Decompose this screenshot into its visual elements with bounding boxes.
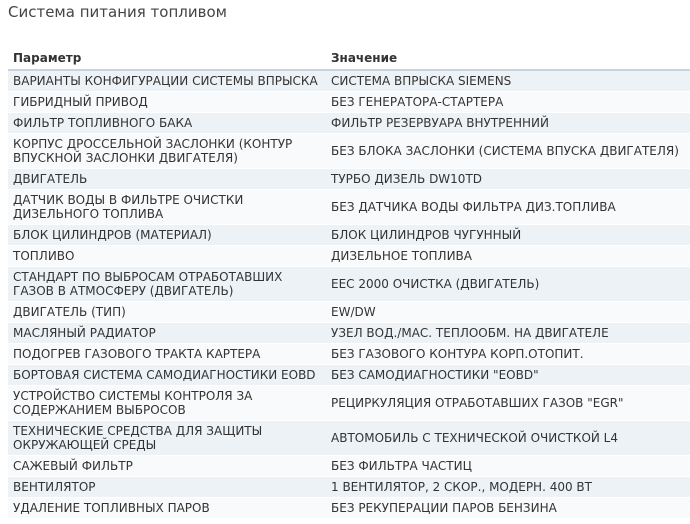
param-cell: ВЕНТИЛЯТОР — [8, 477, 326, 498]
value-cell: ФИЛЬТР РЕЗЕРВУАРА ВНУТРЕННИЙ — [326, 113, 690, 134]
value-cell: 1 ВЕНТИЛЯТОР, 2 СКОР., МОДЕРН. 400 ВТ — [326, 477, 690, 498]
table-row — [8, 386, 690, 421]
table-row — [8, 225, 690, 246]
table-row — [8, 246, 690, 267]
param-cell: ВАРИАНТЫ КОНФИГУРАЦИИ СИСТЕМЫ ВПРЫСКА — [8, 70, 326, 92]
table-header-row — [8, 47, 690, 70]
table-row — [8, 113, 690, 134]
param-cell: ФИЛЬТР ТОПЛИВНОГО БАКА — [8, 113, 326, 134]
value-cell: СИСТЕМА ВПРЫСКА SIEMENS — [326, 70, 690, 92]
value-cell: РЕЦИРКУЛЯЦИЯ ОТРАБОТАВШИХ ГАЗОВ "EGR" — [326, 386, 690, 421]
param-cell: САЖЕВЫЙ ФИЛЬТР — [8, 456, 326, 477]
value-cell: БЕЗ РЕКУПЕРАЦИИ ПАРОВ БЕНЗИНА — [326, 498, 690, 519]
value-cell: БЛОК ЦИЛИНДРОВ ЧУГУННЫЙ — [326, 225, 690, 246]
table-row — [8, 169, 690, 190]
value-cell: АВТОМОБИЛЬ С ТЕХНИЧЕСКОЙ ОЧИСТКОЙ L4 — [326, 421, 690, 456]
param-cell: ПОДОГРЕВ ГАЗОВОГО ТРАКТА КАРТЕРА — [8, 344, 326, 365]
param-cell: ДАТЧИК ВОДЫ В ФИЛЬТРЕ ОЧИСТКИ ДИЗЕЛЬНОГО ТОПЛИВА — [8, 190, 326, 225]
param-cell: ДВИГАТЕЛЬ (ТИП) — [8, 302, 326, 323]
param-cell: БОРТОВАЯ СИСТЕМА САМОДИАГНОСТИКИ EOBD — [8, 365, 326, 386]
table-row — [8, 190, 690, 225]
param-cell: СТАНДАРТ ПО ВЫБРОСАМ ОТРАБОТАВШИХ ГАЗОВ В АТМОСФЕРУ (ДВИГАТЕЛЬ) — [8, 267, 326, 302]
table-row — [8, 421, 690, 456]
table-row — [8, 344, 690, 365]
table-row — [8, 70, 690, 92]
param-cell: УДАЛЕНИЕ ТОПЛИВНЫХ ПАРОВ — [8, 498, 326, 519]
value-cell: ДИЗЕЛЬНОЕ ТОПЛИВА — [326, 246, 690, 267]
param-cell: УСТРОЙСТВО СИСТЕМЫ КОНТРОЛЯ ЗА СОДЕРЖАНИЕМ ВЫБРОСОВ — [8, 386, 326, 421]
value-cell: БЕЗ ГАЗОВОГО КОНТУРА КОРП.ОТОПИТ. — [326, 344, 690, 365]
value-cell: УЗЕЛ ВОД./МАС. ТЕПЛООБМ. НА ДВИГАТЕЛЕ — [326, 323, 690, 344]
value-cell: БЕЗ ГЕНЕРАТОРА-СТАРТЕРА — [326, 92, 690, 113]
value-cell: БЕЗ САМОДИАГНОСТИКИ "EOBD" — [326, 365, 690, 386]
table-row — [8, 302, 690, 323]
table-row — [8, 92, 690, 113]
table-row — [8, 267, 690, 302]
param-cell: МАСЛЯНЫЙ РАДИАТОР — [8, 323, 326, 344]
param-cell: ДВИГАТЕЛЬ — [8, 169, 326, 190]
param-cell: ТЕХНИЧЕСКИЕ СРЕДСТВА ДЛЯ ЗАЩИТЫ ОКРУЖАЮЩЕЙ СРЕДЫ — [8, 421, 326, 456]
param-cell: БЛОК ЦИЛИНДРОВ (МАТЕРИАЛ) — [8, 225, 326, 246]
column-header-parameter: Параметр — [8, 47, 326, 70]
column-header-value: Значение — [326, 47, 690, 70]
table-row — [8, 477, 690, 498]
specs-table — [8, 47, 690, 519]
table-row — [8, 365, 690, 386]
table-row — [8, 456, 690, 477]
param-cell: ГИБРИДНЫЙ ПРИВОД — [8, 92, 326, 113]
param-cell: КОРПУС ДРОССЕЛЬНОЙ ЗАСЛОНКИ (КОНТУР ВПУСКНОЙ ЗАСЛОНКИ ДВИГАТЕЛЯ) — [8, 134, 326, 169]
table-row — [8, 498, 690, 519]
value-cell: EW/DW — [326, 302, 690, 323]
value-cell: ТУРБО ДИЗЕЛЬ DW10TD — [326, 169, 690, 190]
value-cell: БЕЗ ДАТЧИКА ВОДЫ ФИЛЬТРА ДИЗ.ТОПЛИВА — [326, 190, 690, 225]
table-row — [8, 134, 690, 169]
value-cell: БЕЗ БЛОКА ЗАСЛОНКИ (СИСТЕМА ВПУСКА ДВИГАТЕЛЯ) — [326, 134, 690, 169]
param-cell: ТОПЛИВО — [8, 246, 326, 267]
value-cell: EEC 2000 ОЧИСТКА (ДВИГАТЕЛЬ) — [326, 267, 690, 302]
table-row — [8, 323, 690, 344]
page-title: Система питания топливом — [8, 3, 227, 21]
value-cell: БЕЗ ФИЛЬТРА ЧАСТИЦ — [326, 456, 690, 477]
